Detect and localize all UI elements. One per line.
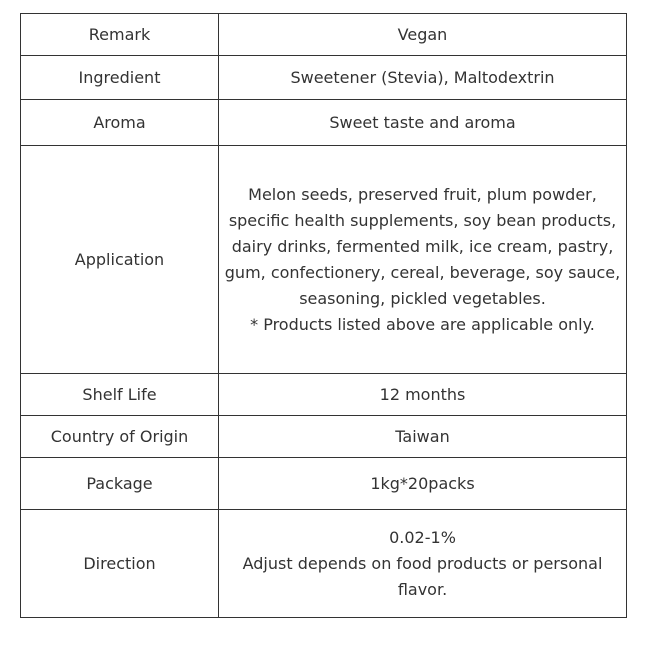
row-value [219,416,627,458]
value-line: flavor. [397,579,448,599]
table-row-aroma [21,100,627,146]
row-value [219,374,627,416]
row-value [219,146,627,374]
value-line: Sweetener (Stevia), Maltodextrin [290,67,555,87]
row-value [219,100,627,146]
row-value [219,56,627,100]
row-label: Aroma [21,100,219,146]
table-row-application [21,146,627,374]
table-row-ingredient [21,56,627,100]
row-label: Ingredient [21,56,219,100]
row-label: Package [21,458,219,510]
table-row-direction [21,510,627,618]
value-line: 12 months [379,384,466,404]
row-value [219,458,627,510]
table-row-package [21,458,627,510]
value-line: gum, confectionery, cereal, beverage, soy sauce, [224,262,621,282]
value-line: seasoning, pickled vegetables. [299,288,546,308]
row-label: Shelf Life [21,374,219,416]
row-value [219,510,627,618]
value-line: Sweet taste and aroma [329,112,516,132]
row-label: Remark [21,14,219,56]
value-line: Taiwan [395,426,450,446]
table-row-country-of-origin [21,416,627,458]
row-label: Application [21,146,219,374]
table-row-remark [21,14,627,56]
row-value [219,14,627,56]
row-label: Direction [21,510,219,618]
product-spec-table [20,13,627,618]
value-line: 0.02-1% [389,527,456,547]
value-line: Adjust depends on food products or personal [242,553,603,573]
table-row-shelf-life [21,374,627,416]
value-line: dairy drinks, fermented milk, ice cream, pastry, [231,236,614,256]
value-line: 1kg*20packs [370,473,475,493]
value-line: Vegan [397,24,448,44]
row-label: Country of Origin [21,416,219,458]
value-line: Melon seeds, preserved fruit, plum powder, [248,184,597,204]
value-line: * Products listed above are applicable only. [250,314,595,334]
value-line: specific health supplements, soy bean products, [228,210,617,230]
